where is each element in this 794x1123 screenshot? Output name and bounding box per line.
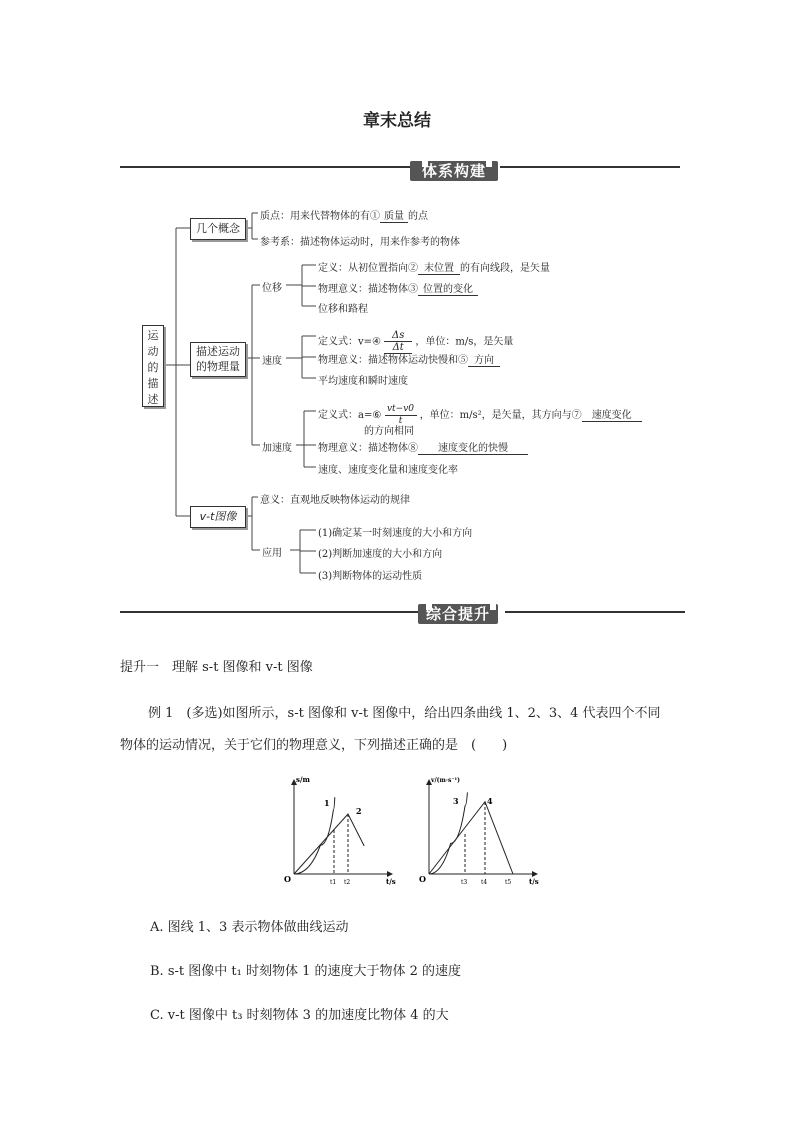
node-vt: v-t图像: [190, 506, 246, 528]
node-quantities: [190, 342, 246, 377]
vt-tick-t4: t4: [481, 879, 488, 886]
vt-app-2: (2)判断加速度的大小和方向: [318, 549, 443, 560]
acceleration-extra: 速度、速度变化量和速度变化率: [318, 465, 458, 476]
vt-series-4: [429, 802, 513, 874]
st-origin: O: [284, 874, 291, 884]
node-displacement: 位移: [262, 283, 282, 294]
example-line-1: 例 1 (多选)如图所示，s-t 图像和 v-t 图像中，给出四条曲线 1、2、3、4 代表四个不同: [148, 706, 661, 721]
vt-app-3: (3)判断物体的运动性质: [318, 571, 423, 582]
node-quantities-label: 描述运动的物理量: [196, 345, 240, 373]
st-xlabel: t/s: [386, 877, 396, 886]
velocity-fraction-den: Δt: [384, 342, 412, 354]
vt-tick-t3: t3: [461, 879, 468, 886]
vt-tick-t5: t5: [505, 879, 512, 886]
concept-point-text: 质点：用来代替物体的有① 质量 的点: [260, 207, 428, 223]
mindmap-root-label: 运动的描述: [147, 329, 159, 406]
figure-graphs: [280, 770, 550, 890]
node-concepts: 几个概念: [190, 218, 246, 240]
section2-rule-right: [505, 611, 685, 613]
vt-xlabel: t/s: [529, 877, 539, 886]
acceleration-formula-line2: 的方向相同: [364, 426, 414, 437]
vt-label-3: 3: [453, 796, 459, 806]
page-title: 章末总结: [363, 111, 431, 131]
blank-3: 位置的变化: [418, 280, 478, 296]
heading-advance-1: 提升一 理解 s-t 图像和 v-t 图像: [120, 660, 313, 675]
acceleration-meaning: 物理意义：描述物体⑧ 速度变化的快慢: [318, 439, 528, 455]
vt-app-1: (1)确定某一时刻速度的大小和方向: [318, 528, 473, 539]
acceleration-formula: 定义式：a=⑥ $\frac{vt-v0}{t}$ ，单位：m/s²，是矢量，其方向与⑦ 速度变化: [318, 404, 642, 427]
node-velocity: 速度: [262, 356, 282, 367]
st-series-2: [294, 814, 364, 874]
concept-reference-text: 参考系：描述物体运动时，用来作参考的物体: [260, 237, 460, 248]
vt-origin: O: [419, 874, 426, 884]
section2-rule-left: [120, 611, 420, 613]
velocity-fraction-num: Δs: [384, 330, 412, 342]
option-c: C. v-t 图像中 t₃ 时刻物体 3 的加速度比物体 4 的大: [150, 1008, 449, 1023]
example-line-2: 物体的运动情况，关于它们的物理意义，下列描述正确的是 ( ): [120, 738, 508, 753]
blank-8: 速度变化的快慢: [418, 439, 528, 455]
st-graph: [284, 775, 396, 886]
st-label-1: 1: [324, 798, 330, 808]
blank-7: 速度变化: [582, 406, 642, 422]
st-tick-t2: t2: [344, 879, 351, 886]
displacement-definition: 定义：从初位置指向② 末位置 的有向线段，是矢量: [318, 259, 550, 275]
section-header-system: 体系构建: [410, 161, 498, 181]
velocity-formula: 定义式：v=④ $\frac{\Delta s}{\Delta t}$ ，单位：m/s，是矢量: [318, 330, 514, 353]
displacement-extra: 位移和路程: [318, 304, 368, 315]
blank-2: 末位置: [418, 259, 460, 275]
vt-apply: 应用: [262, 548, 282, 559]
section-header-advance: 综合提升: [418, 604, 498, 624]
acceleration-fraction-den: t: [398, 416, 403, 426]
st-tick-t1: t1: [330, 879, 337, 886]
blank-1: 质量: [380, 207, 408, 223]
vt-meaning: 意义：直观地反映物体运动的规律: [260, 495, 410, 506]
node-acceleration: 加速度: [262, 443, 292, 454]
option-a: A. 图线 1、3 表示物体做曲线运动: [150, 920, 349, 935]
blank-5: 方向: [468, 351, 500, 367]
st-ylabel: s/m: [296, 775, 310, 784]
vt-ylabel: v/(m·s⁻¹): [431, 777, 460, 784]
displacement-meaning: 物理意义：描述物体③ 位置的变化: [318, 280, 478, 296]
mindmap-root: [142, 325, 164, 407]
vt-label-4: 4: [487, 796, 493, 806]
velocity-meaning: 物理意义：描述物体运动快慢和⑤ 方向: [318, 351, 500, 367]
vt-graph: [419, 777, 539, 886]
velocity-extra: 平均速度和瞬时速度: [318, 376, 408, 387]
vt-series-3: [429, 792, 467, 874]
acceleration-fraction-num: vt−v0: [385, 404, 417, 416]
option-b: B. s-t 图像中 t₁ 时刻物体 1 的速度大于物体 2 的速度: [150, 964, 462, 979]
st-label-2: 2: [356, 806, 362, 816]
